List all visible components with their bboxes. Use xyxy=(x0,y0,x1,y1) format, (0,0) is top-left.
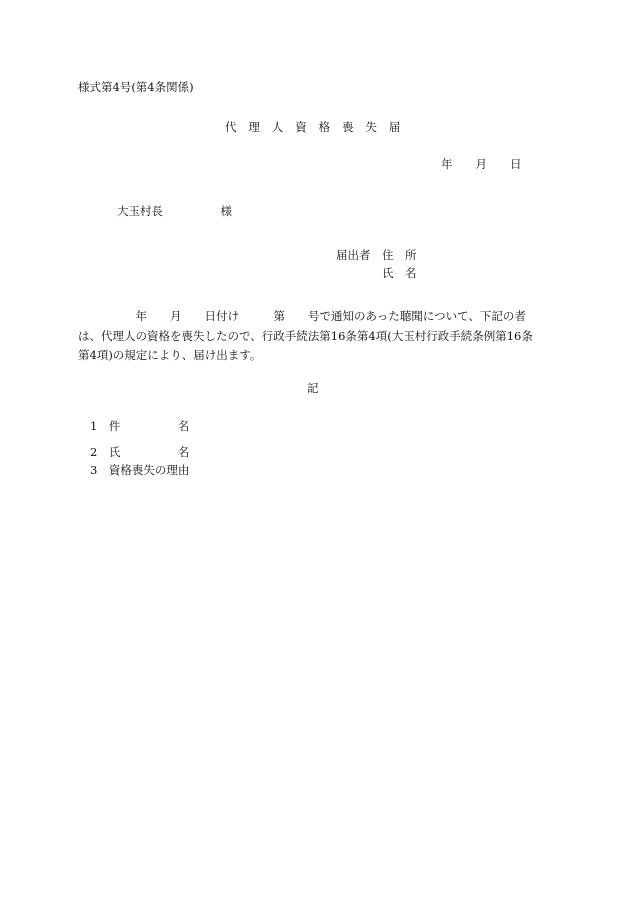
document-title: 代 理 人 資 格 喪 失 届 xyxy=(225,120,401,134)
applicant-address-label: 届出者 住 所 xyxy=(336,248,417,262)
body-paragraph xyxy=(78,307,548,366)
list-item-case-name: 1 件 名 xyxy=(90,419,190,433)
ki-heading: 記 xyxy=(307,381,319,395)
body-line-2: は、代理人の資格を喪失したので、行政手続法第16条第4項(大玉村行政手続条例第16条 xyxy=(78,328,533,343)
applicant-name-label: 氏 名 xyxy=(382,266,417,280)
list-item-reason: 3 資格喪失の理由 xyxy=(90,463,190,477)
addressee: 大玉村長 様 xyxy=(117,204,232,218)
date-line: 年 月 日 xyxy=(441,157,522,171)
body-line-1: 年 月 日付け 第 号で通知のあった聴聞について、下記の者 xyxy=(78,309,526,323)
form-number: 様式第4号(第4条関係) xyxy=(78,80,194,94)
body-line-3: 第4項)の規定により、届け出ます。 xyxy=(78,348,262,362)
list-item-name: 2 氏 名 xyxy=(90,445,190,459)
